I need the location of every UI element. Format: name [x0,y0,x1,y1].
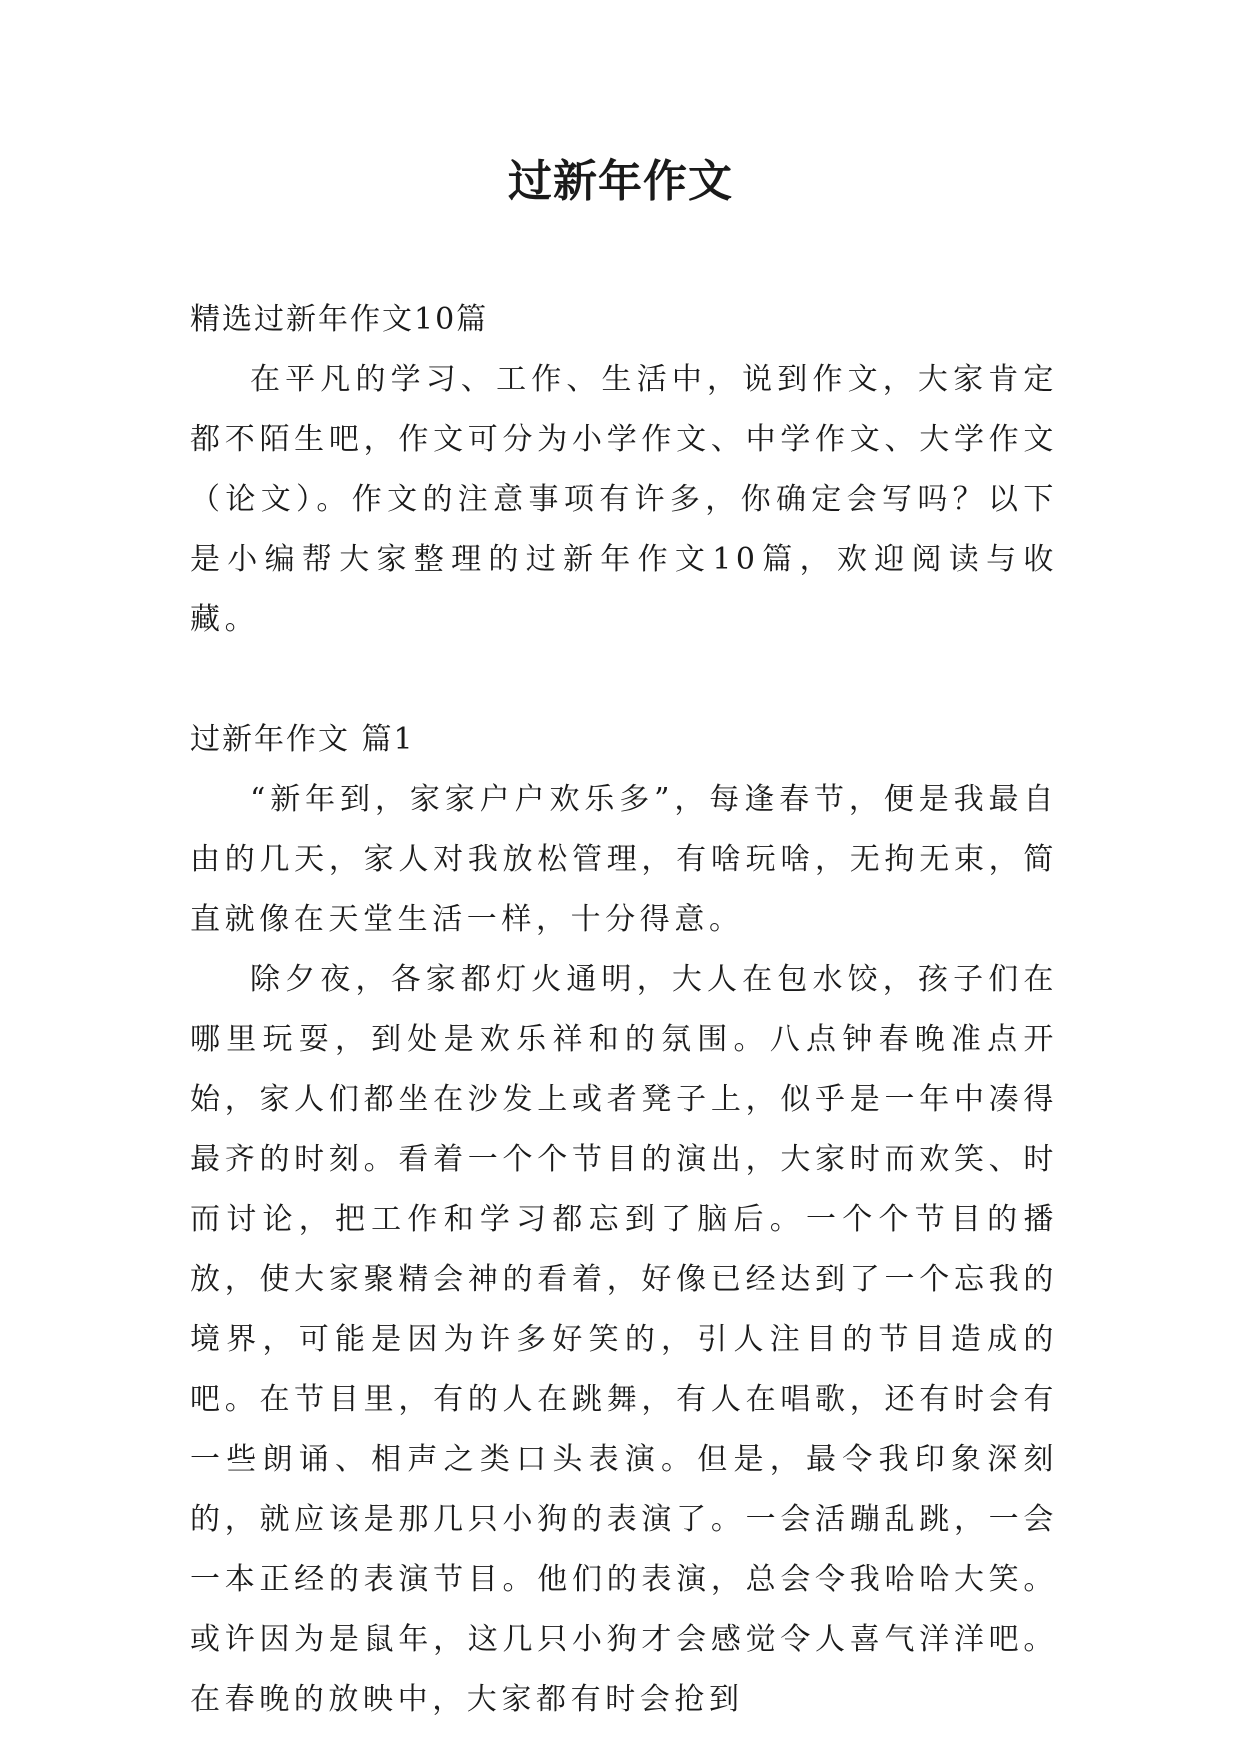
intro-heading: 精选过新年作文10篇 [190,302,489,337]
section1-heading: 过新年作文 篇1 [190,722,415,757]
intro-paragraph: 在平凡的学习、工作、生活中，说到作文，大家肯定都不陌生吧，作文可分为小学作文、中学作文、大学作文（论文）。作文的注意事项有许多，你确定会写吗？以下是小编帮大家整理的过新年作文10篇，欢迎阅读与收藏。 [190,362,1058,637]
document-body [190,290,1058,1730]
section1-paragraph-2: 除夕夜，各家都灯火通明，大人在包水饺，孩子们在哪里玩耍，到处是欢乐祥和的氛围。八点钟春晚准点开始，家人们都坐在沙发上或者凳子上，似乎是一年中凑得最齐的时刻。看着一个个节目的演出，大家时而欢笑、时而讨论，把工作和学习都忘到了脑后。一个个节目的播放，使大家聚精会神的看着，好像已经达到了一个忘我的境界，可能是因为许多好笑的，引人注目的节目造成的吧。在节目里，有的人在跳舞，有人在唱歌，还有时会有一些朗诵、相声之类口头表演。但是，最令我印象深刻的，就应该是那几只小狗的表演了。一会活蹦乱跳，一会一本正经的表演节目。他们的表演，总会令我哈哈大笑。或许因为是鼠年，这几只小狗才会感觉令人喜气洋洋吧。在春晚的放映中，大家都有时会抢到 [190,962,1058,1717]
section1-paragraph-1: “新年到，家家户户欢乐多”，每逢春节，便是我最自由的几天，家人对我放松管理，有啥玩啥，无拘无束，简直就像在天堂生活一样，十分得意。 [190,782,1058,937]
document-title: 过新年作文 [508,156,733,207]
section-spacer [190,650,1058,710]
